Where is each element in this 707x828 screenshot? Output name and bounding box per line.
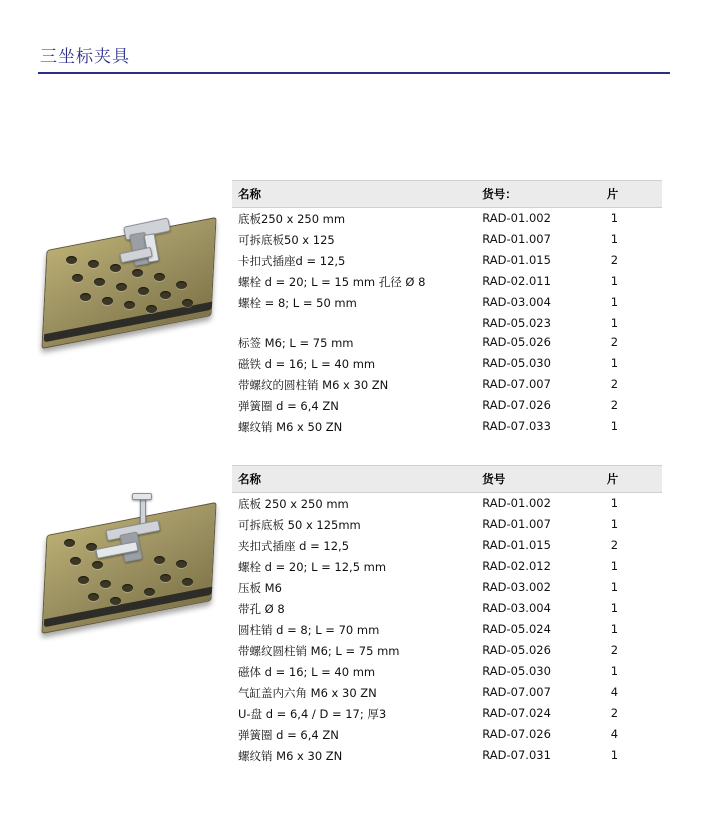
cell-name: 带螺纹圆柱销 M6; L = 75 mm xyxy=(238,643,400,658)
cell-code: RAD-07.033 xyxy=(482,418,551,433)
plate-hole-icon xyxy=(100,580,111,588)
plate-hole-icon xyxy=(78,576,89,584)
table-row xyxy=(232,229,662,250)
plate-hole-icon xyxy=(110,597,121,605)
cell-code: RAD-05.024 xyxy=(482,621,551,636)
table-row xyxy=(232,292,662,313)
cell-name: 标签 M6; L = 75 mm xyxy=(238,335,354,350)
cell-name: 螺纹销 M6 x 30 ZN xyxy=(238,748,343,763)
cell-qty: 2 xyxy=(610,376,619,391)
cell-code: RAD-01.002 xyxy=(482,495,551,510)
table-row xyxy=(232,682,662,703)
column-header-qty: 片 xyxy=(599,181,662,208)
cell-qty: 2 xyxy=(610,397,619,412)
cell-code: RAD-03.004 xyxy=(482,600,551,615)
cell-code: RAD-01.007 xyxy=(482,231,551,246)
table-row xyxy=(232,416,662,437)
cell-code: RAD-07.031 xyxy=(482,747,551,762)
table-row xyxy=(232,703,662,724)
table-header-row xyxy=(232,181,662,208)
cell-name: 螺栓 = 8; L = 50 mm xyxy=(238,295,357,310)
table-row xyxy=(232,208,662,230)
cell-name: 螺纹销 M6 x 50 ZN xyxy=(238,419,343,434)
table-row xyxy=(232,577,662,598)
table-row xyxy=(232,724,662,745)
plate-hole-icon xyxy=(160,291,171,299)
column-header-name: 名称 xyxy=(232,466,472,493)
cell-qty: 1 xyxy=(610,558,619,573)
cell-code: RAD-05.026 xyxy=(482,334,551,349)
cell-name: 底板 250 x 250 mm xyxy=(238,496,349,511)
column-header-name: 名称 xyxy=(232,181,472,208)
plate-hole-icon xyxy=(138,287,149,295)
plate-hole-icon xyxy=(72,274,83,282)
cell-qty: 1 xyxy=(610,418,619,433)
cell-qty: 1 xyxy=(610,273,619,288)
cell-code: RAD-05.026 xyxy=(482,642,551,657)
cell-code: RAD-03.002 xyxy=(482,579,551,594)
plate-hole-icon xyxy=(182,299,193,307)
plate-hole-icon xyxy=(144,588,155,596)
table-row xyxy=(232,313,662,332)
cell-name: 螺栓 d = 20; L = 15 mm 孔径 Ø 8 xyxy=(238,274,426,289)
plate-hole-icon xyxy=(176,560,187,568)
cell-qty: 1 xyxy=(610,231,619,246)
cell-name: 压板 M6 xyxy=(238,580,282,595)
plate-hole-icon xyxy=(88,260,99,268)
product-photo-2 xyxy=(36,485,221,635)
table-row xyxy=(232,598,662,619)
plate-hole-icon xyxy=(102,297,113,305)
cell-code: RAD-02.011 xyxy=(482,273,551,288)
plate-hole-icon xyxy=(88,593,99,601)
cell-code: RAD-07.026 xyxy=(482,397,551,412)
plate-hole-icon xyxy=(110,264,121,272)
cell-code: RAD-02.012 xyxy=(482,558,551,573)
cell-name: 夹扣式插座 d = 12,5 xyxy=(238,538,350,553)
cell-name: 磁体 d = 16; L = 40 mm xyxy=(238,664,376,679)
cell-code: RAD-07.007 xyxy=(482,684,551,699)
plate-hole-icon xyxy=(92,561,103,569)
cell-name: 可拆底板 50 x 125mm xyxy=(238,517,361,532)
cell-qty: 1 xyxy=(610,516,619,531)
parts-table-1 xyxy=(232,180,662,437)
table-row xyxy=(232,374,662,395)
plate-hole-icon xyxy=(70,557,81,565)
cell-code: RAD-05.023 xyxy=(482,315,551,330)
cell-qty: 1 xyxy=(610,621,619,636)
column-header-qty: 片 xyxy=(599,466,662,493)
table-row xyxy=(232,395,662,416)
parts-table-2 xyxy=(232,465,662,766)
cell-qty: 1 xyxy=(610,210,619,225)
clamp-knob-graphic xyxy=(132,493,152,500)
plate-hole-icon xyxy=(66,256,77,264)
table-row xyxy=(232,250,662,271)
plate-hole-icon xyxy=(176,281,187,289)
cell-code: RAD-01.015 xyxy=(482,537,551,552)
cell-qty: 1 xyxy=(610,495,619,510)
plate-hole-icon xyxy=(80,293,91,301)
cell-code: RAD-03.004 xyxy=(482,294,551,309)
cell-qty: 1 xyxy=(610,663,619,678)
cell-name: 卡扣式插座d = 12,5 xyxy=(238,253,346,268)
table-row xyxy=(232,493,662,515)
cell-name: 可拆底板50 x 125 xyxy=(238,232,335,247)
plate-hole-icon xyxy=(160,574,171,582)
table-row xyxy=(232,353,662,374)
cell-qty: 2 xyxy=(610,537,619,552)
plate-hole-icon xyxy=(182,578,193,586)
cell-name: 弹簧圈 d = 6,4 ZN xyxy=(238,727,339,742)
cell-name: 带孔 Ø 8 xyxy=(238,601,285,616)
cell-code: RAD-07.026 xyxy=(482,726,551,741)
table-row xyxy=(232,745,662,766)
cell-name: 磁铁 d = 16; L = 40 mm xyxy=(238,356,376,371)
cell-code: RAD-05.030 xyxy=(482,663,551,678)
cell-name: 底板250 x 250 mm xyxy=(238,211,346,226)
cell-name: 螺栓 d = 20; L = 12,5 mm xyxy=(238,559,387,574)
cell-code: RAD-07.007 xyxy=(482,376,551,391)
plate-hole-icon xyxy=(116,283,127,291)
cell-qty: 2 xyxy=(610,252,619,267)
cell-code: RAD-07.024 xyxy=(482,705,551,720)
cell-qty: 1 xyxy=(610,315,619,330)
cell-qty: 2 xyxy=(610,642,619,657)
plate-hole-icon xyxy=(94,278,105,286)
cell-name: 圆柱销 d = 8; L = 70 mm xyxy=(238,622,380,637)
cell-qty: 4 xyxy=(610,726,619,741)
cell-qty: 4 xyxy=(610,684,619,699)
table-row xyxy=(232,332,662,353)
cell-code: RAD-01.015 xyxy=(482,252,551,267)
plate-hole-icon xyxy=(122,584,133,592)
table-row xyxy=(232,535,662,556)
cell-name xyxy=(232,313,472,332)
product-photo-1 xyxy=(36,200,221,350)
cell-qty: 1 xyxy=(610,294,619,309)
cell-code: RAD-05.030 xyxy=(482,355,551,370)
cell-code: RAD-01.002 xyxy=(482,210,551,225)
cell-qty: 1 xyxy=(610,355,619,370)
plate-hole-icon xyxy=(154,273,165,281)
table-header-row xyxy=(232,466,662,493)
plate-hole-icon xyxy=(154,556,165,564)
plate-hole-icon xyxy=(124,301,135,309)
column-header-code: 货号： xyxy=(472,181,598,208)
cell-name: 弹簧圈 d = 6,4 ZN xyxy=(238,398,339,413)
plate-hole-icon xyxy=(146,305,157,313)
table-row xyxy=(232,271,662,292)
table-row xyxy=(232,640,662,661)
cell-qty: 2 xyxy=(610,334,619,349)
plate-hole-icon xyxy=(132,269,143,277)
cell-qty: 1 xyxy=(610,747,619,762)
table-row xyxy=(232,514,662,535)
cell-name: U-盘 d = 6,4 / D = 17; 厚3 xyxy=(238,706,387,721)
cell-name: 气缸盖内六角 M6 x 30 ZN xyxy=(238,685,377,700)
table-row xyxy=(232,619,662,640)
cell-qty: 2 xyxy=(610,705,619,720)
plate-hole-icon xyxy=(64,539,75,547)
cell-code: RAD-01.007 xyxy=(482,516,551,531)
cell-qty: 1 xyxy=(610,579,619,594)
cell-qty: 1 xyxy=(610,600,619,615)
page-title: 三坐标夹具 xyxy=(40,47,130,67)
table-row xyxy=(232,556,662,577)
cell-name: 带螺纹的圆柱销 M6 x 30 ZN xyxy=(238,377,389,392)
table-row xyxy=(232,661,662,682)
title-divider xyxy=(38,72,670,74)
column-header-code: 货号 xyxy=(472,466,598,493)
